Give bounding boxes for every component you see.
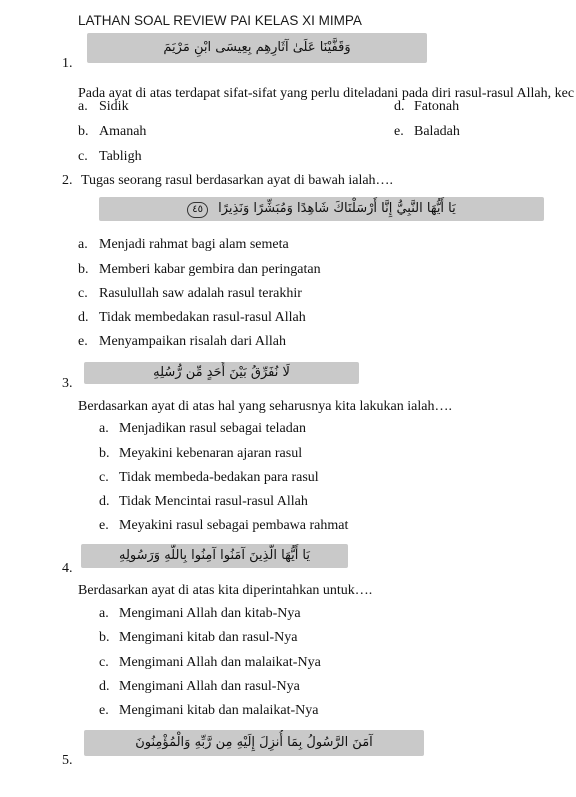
option-text: Baladah [414,124,460,139]
question-number: 4. [62,561,73,576]
option-letter: b. [78,262,89,277]
quran-verse-image: يَا أَيُّهَا الَّذِينَ آمَنُوا آمِنُوا بِاللَّهِ وَرَسُولِهِ [81,544,348,568]
option-text: Meyakini rasul sebagai pembawa rahmat [119,518,349,533]
quran-verse-image: وَقَفَّيْنَا عَلَىٰ آثَارِهِم بِعِيسَى ابْنِ مَرْيَمَ [87,33,427,63]
option-text: Menjadikan rasul sebagai teladan [119,421,306,436]
option-letter: e. [394,124,404,139]
option-letter: b. [99,446,110,461]
option-letter: a. [99,421,109,436]
option-letter: b. [78,124,89,139]
option-letter: b. [99,630,110,645]
option-text: Menjadi rahmat bagi alam semeta [99,237,289,252]
option-text: Fatonah [414,99,460,114]
option-letter: c. [99,655,109,670]
quran-verse-image [99,197,544,221]
option-letter: d. [78,310,89,325]
document-title: LATHAN SOAL REVIEW PAI KELAS XI MIMPA [78,13,362,28]
question-number: 2. [62,173,73,188]
option-letter: a. [78,237,88,252]
option-letter: c. [78,149,88,164]
question-stem: Pada ayat di atas terdapat sifat-sifat yang perlu diteladani pada diri rasul-rasul Allah, kec [78,86,575,101]
option-text: Rasulullah saw adalah rasul terakhir [99,286,302,301]
option-letter: d. [394,99,405,114]
option-text: Mengimani kitab dan rasul-Nya [119,630,298,645]
option-text: Memberi kabar gembira dan peringatan [99,262,321,277]
option-text: Tidak Mencintai rasul-rasul Allah [119,494,308,509]
option-letter: c. [78,286,88,301]
option-text: Meyakini kebenaran ajaran rasul [119,446,303,461]
option-letter: a. [99,606,109,621]
option-text: Mengimani kitab dan malaikat-Nya [119,703,319,718]
question-number: 5. [62,753,73,768]
question-number: 1. [62,56,73,71]
option-letter: e. [99,703,109,718]
question-stem: Berdasarkan ayat di atas hal yang seharusnya kita lakukan ialah…. [78,399,452,414]
option-letter: d. [99,679,110,694]
option-letter: c. [99,470,109,485]
option-text: Menyampaikan risalah dari Allah [99,334,286,349]
option-text: Mengimani Allah dan rasul-Nya [119,679,300,694]
option-text: Mengimani Allah dan kitab-Nya [119,606,301,621]
question-stem: Tugas seorang rasul berdasarkan ayat di bawah ialah…. [81,173,394,188]
option-text: Tidak membeda-bedakan para rasul [119,470,319,485]
option-letter: e. [78,334,88,349]
verse-number-badge: ٤٥ [187,202,208,218]
option-text: Amanah [99,124,147,139]
option-text: Mengimani Allah dan malaikat-Nya [119,655,321,670]
quran-verse-image: لَا نُفَرِّقُ بَيْنَ أَحَدٍ مِّن رُّسُلِهِ [84,362,359,384]
option-text: Sidik [99,99,129,114]
question-number: 3. [62,376,73,391]
option-text: Tidak membedakan rasul-rasul Allah [99,310,306,325]
verse-text: يَا أَيُّهَا النَّبِيُّ إِنَّا أَرْسَلْنَاكَ شَاهِدًا وَمُبَشِّرًا وَنَذِيرًا [218,201,456,216]
quran-verse-image: آمَنَ الرَّسُولُ بِمَا أُنزِلَ إِلَيْهِ مِن رَّبِّهِ وَالْمُؤْمِنُونَ [84,730,424,756]
question-stem: Berdasarkan ayat di atas kita diperintahkan untuk…. [78,583,373,598]
option-letter: d. [99,494,110,509]
option-text: Tabligh [99,149,142,164]
option-letter: e. [99,518,109,533]
option-letter: a. [78,99,88,114]
